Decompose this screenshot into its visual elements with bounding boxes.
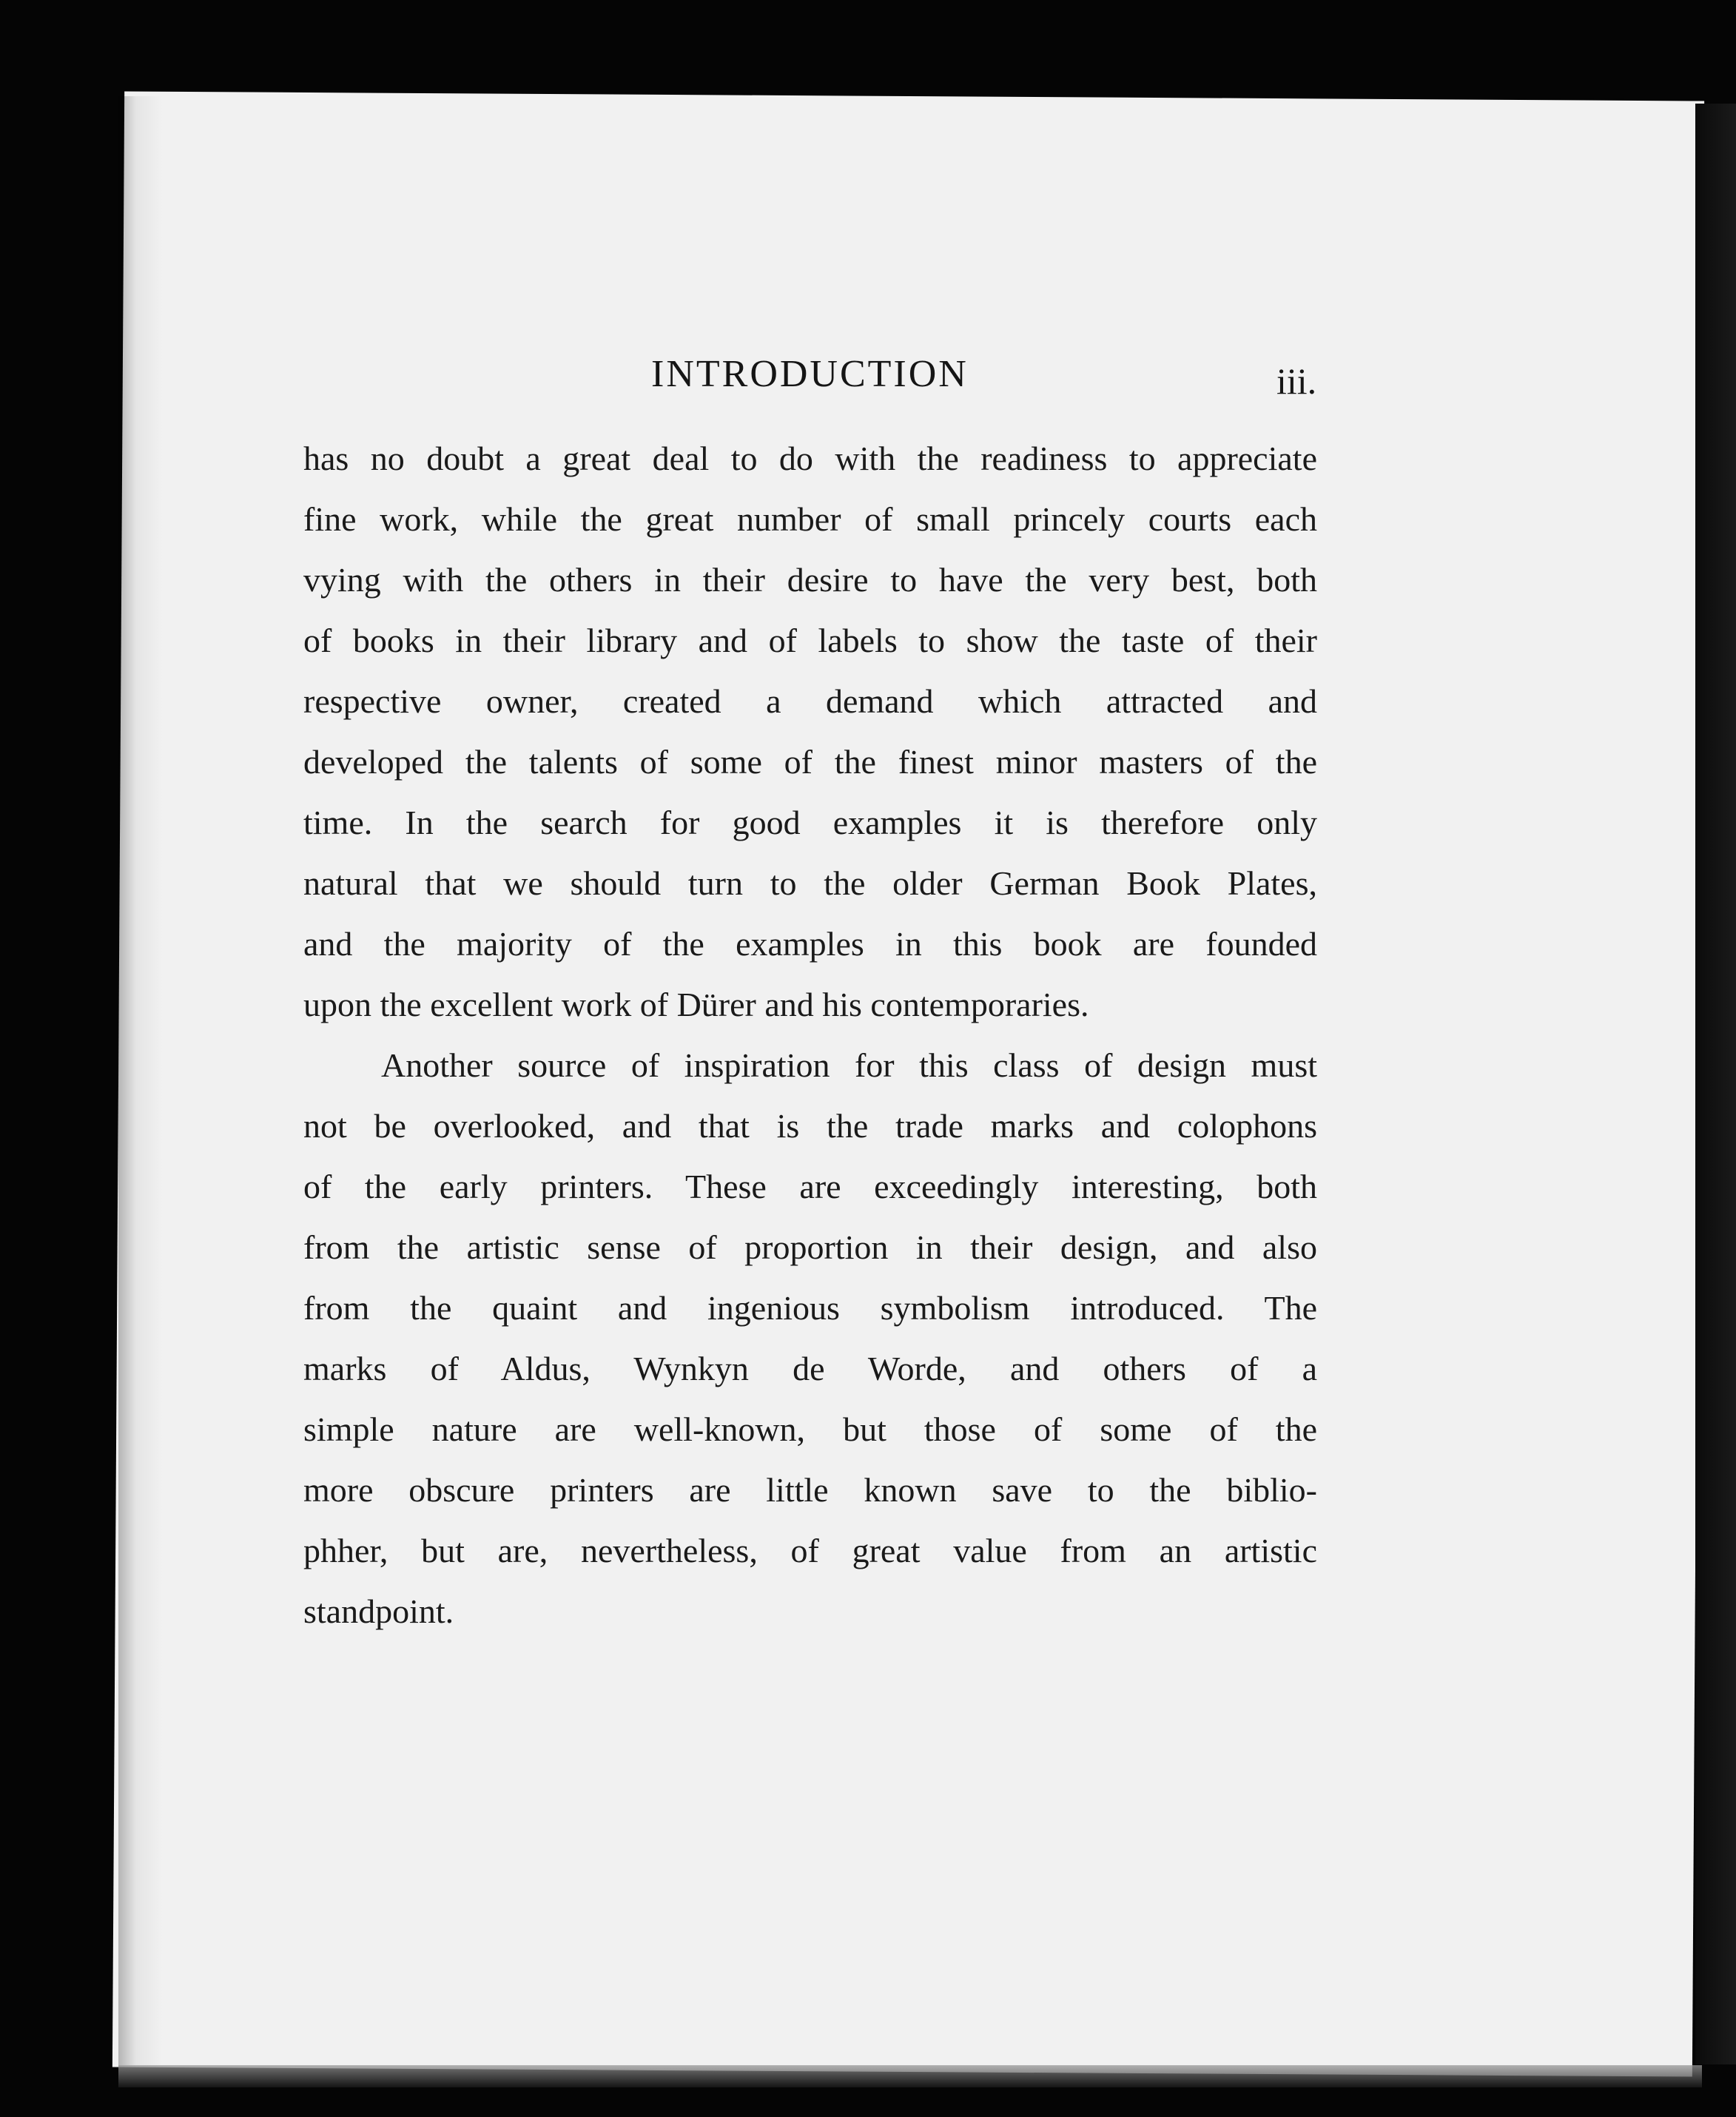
text-line: and the majority of the examples in this book are founded (303, 925, 1317, 963)
text-line: developed the talents of some of the finest minor masters of the (303, 743, 1317, 781)
running-title: INTRODUCTION (651, 353, 969, 395)
text-line: respective owner, created a demand which attracted and (303, 682, 1317, 720)
text-line: simple nature are well-known, but those of some of the (303, 1410, 1317, 1448)
text-line: not be overlooked, and that is the trade marks and colophons (303, 1107, 1317, 1145)
body-text (303, 437, 1317, 1665)
page-number: iii. (1276, 360, 1317, 402)
text-line: of the early printers. These are exceedingly interesting, both (303, 1168, 1317, 1205)
text-line: upon the excellent work of Dürer and his contemporaries. (303, 986, 1089, 1023)
text-line: has no doubt a great deal to do with the readiness to appreciate (303, 440, 1317, 477)
text-line: from the artistic sense of proportion in their design, and also (303, 1228, 1317, 1266)
text-line: Another source of inspiration for this class of design must (381, 1046, 1317, 1084)
text-line: standpoint. (303, 1592, 454, 1630)
text-line: time. In the search for good examples it is therefore only (303, 804, 1317, 841)
text-line: from the quaint and ingenious symbolism introduced. The (303, 1289, 1317, 1327)
text-line: of books in their library and of labels to show the taste of their (303, 622, 1317, 659)
text-line: phher, but are, nevertheless, of great value from an artistic (303, 1532, 1317, 1569)
running-head (0, 352, 1736, 404)
text-line: natural that we should turn to the older German Book Plates, (303, 864, 1317, 902)
text-line: marks of Aldus, Wynkyn de Worde, and others of a (303, 1350, 1317, 1387)
page-bottom-edge (118, 2065, 1702, 2087)
text-line: vying with the others in their desire to have the very best, both (303, 561, 1317, 599)
text-line: fine work, while the great number of small princely courts each (303, 500, 1317, 538)
text-line: more obscure printers are little known save to the biblio- (303, 1471, 1317, 1509)
